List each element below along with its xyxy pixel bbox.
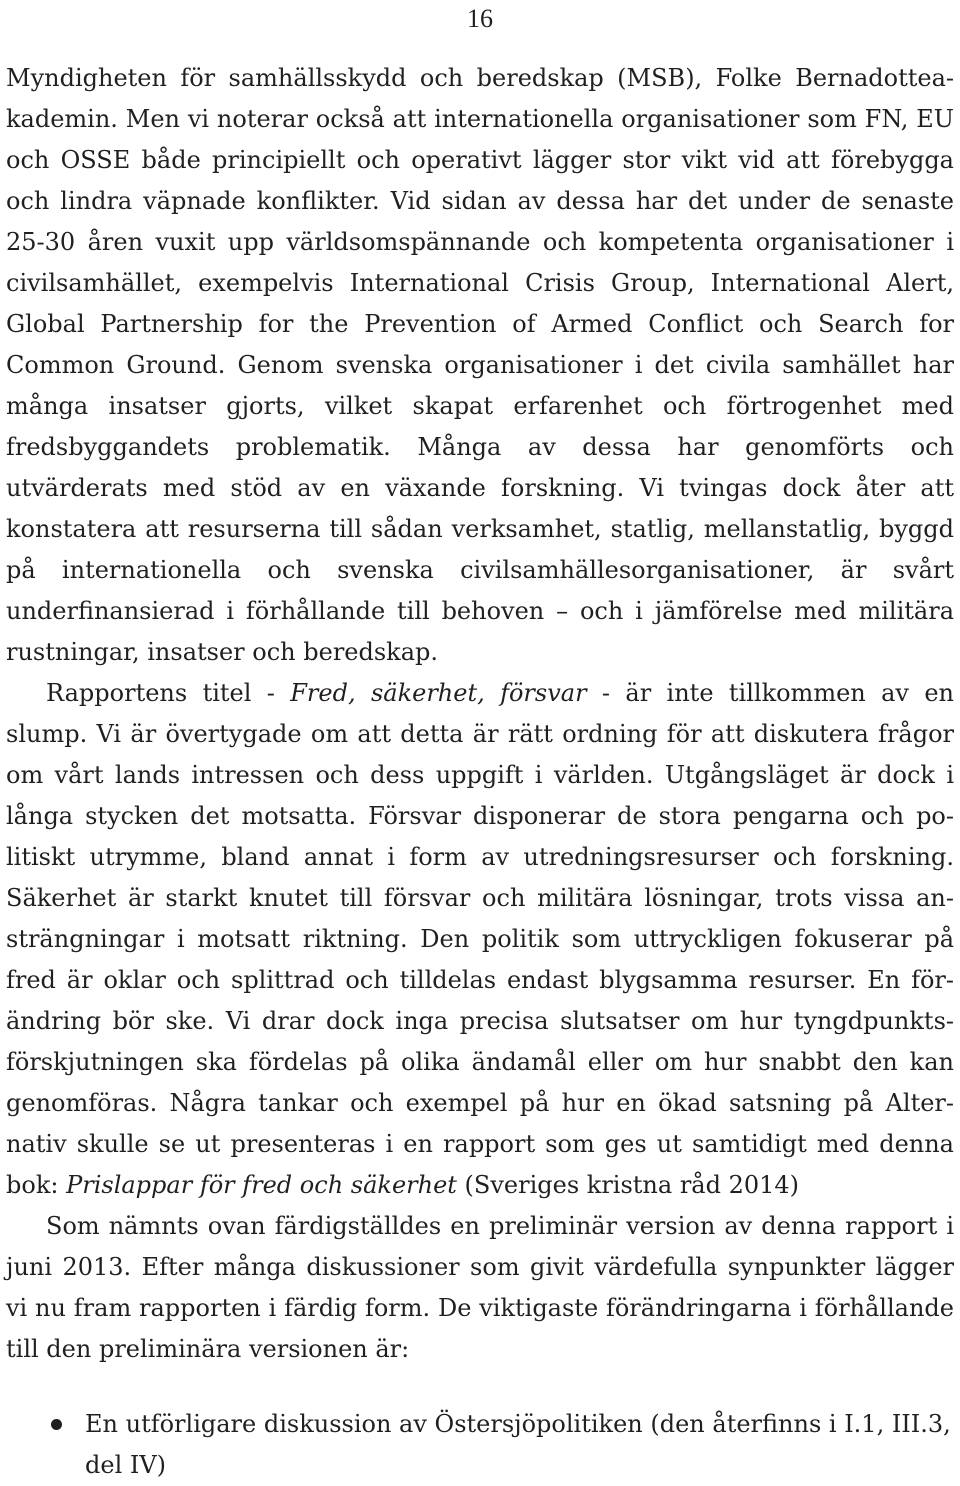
page-body [6, 58, 954, 1486]
paragraph-2 [6, 673, 954, 1206]
list-item [6, 1404, 954, 1486]
page-number: 16 [467, 4, 493, 33]
book-title: Prislappar för fred och säkerhet [66, 1171, 457, 1199]
paragraph-2-tail: (Sveriges kristna råd 2014) [456, 1171, 800, 1199]
paragraph-3: Som nämnts ovan färdigställdes en preliminär version av denna rapport i juni 2013. Efter många diskussioner som givit värdefulla synpunkter lägger vi nu fram rapporten i färdig form. De viktigaste förändringarna i förhållande till den preliminära versionen är: [6, 1212, 954, 1363]
changes-list [6, 1404, 954, 1486]
list-item-text: En utförligare diskussion av Östersjöpolitiken (den återfinns i I.1, III.3, del IV) [85, 1410, 951, 1479]
paragraph-2-body: - är inte tillkommen av en slump. Vi är övertygade om att detta är rätt ordning för att diskutera frågor om vårt lands intressen och dess uppgift i världen. Utgångsläget är dock i långa stycken det motsatta. Försvar disponerar de stora pengarna och politiskt utrymme, bland annat i form av utredningsresurser och forskning. Säkerhet är starkt knutet till försvar och militära lösningar, trots vissa ansträngningar i motsatt riktning. Den politik som uttryckligen fokuserar på fred är oklar och splittrad och tilldelas endast blygsamma resurser. En förändring bör ske. Vi drar dock inga precisa slutsatser om hur tyngdpunktsförskjutningen ska fördelas på olika ändamål eller om hur snabbt den kan genomföras. Några tankar och exempel på hur en ökad satsning på Alternativ skulle se ut presenteras i en rapport som ges ut samtidigt med denna bok: [6, 679, 954, 1199]
report-title: Fred, säkerhet, försvar [290, 679, 587, 707]
paragraph-2-lead: Rapportens titel - [46, 679, 291, 707]
paragraph-1: Myndigheten för samhällsskydd och beredskap (MSB), Folke Bernadotteakademin. Men vi noterar också att internationella organisationer som FN, EU och OSSE både principiellt och operativt lägger stor vikt vid att förebygga och lindra väpnade konflikter. Vid sidan av dessa har det under de senaste 25-30 åren vuxit upp världsomspännande och kompetenta organisationer i civilsamhället, exempelvis International Crisis Group, International Alert, Global Partnership for the Prevention of Armed Conflict och Search for Common Ground. Genom svenska organisationer i det civila samhället har många insatser gjorts, vilket skapat erfarenhet och förtrogenhet med fredsbyggandets problematik. Många av dessa har genomförts och utvärderats med stöd av en växande forskning. Vi tvingas dock åter att konstatera att resurserna till sådan verksamhet, statlig, mellanstatlig, byggd på internationella och svenska civilsamhällesorganisationer, är svårt underfinansierad i förhållande till behoven – och i jämförelse med militära rustningar, insatser och beredskap. [6, 64, 954, 666]
bullet-icon [51, 1419, 62, 1430]
